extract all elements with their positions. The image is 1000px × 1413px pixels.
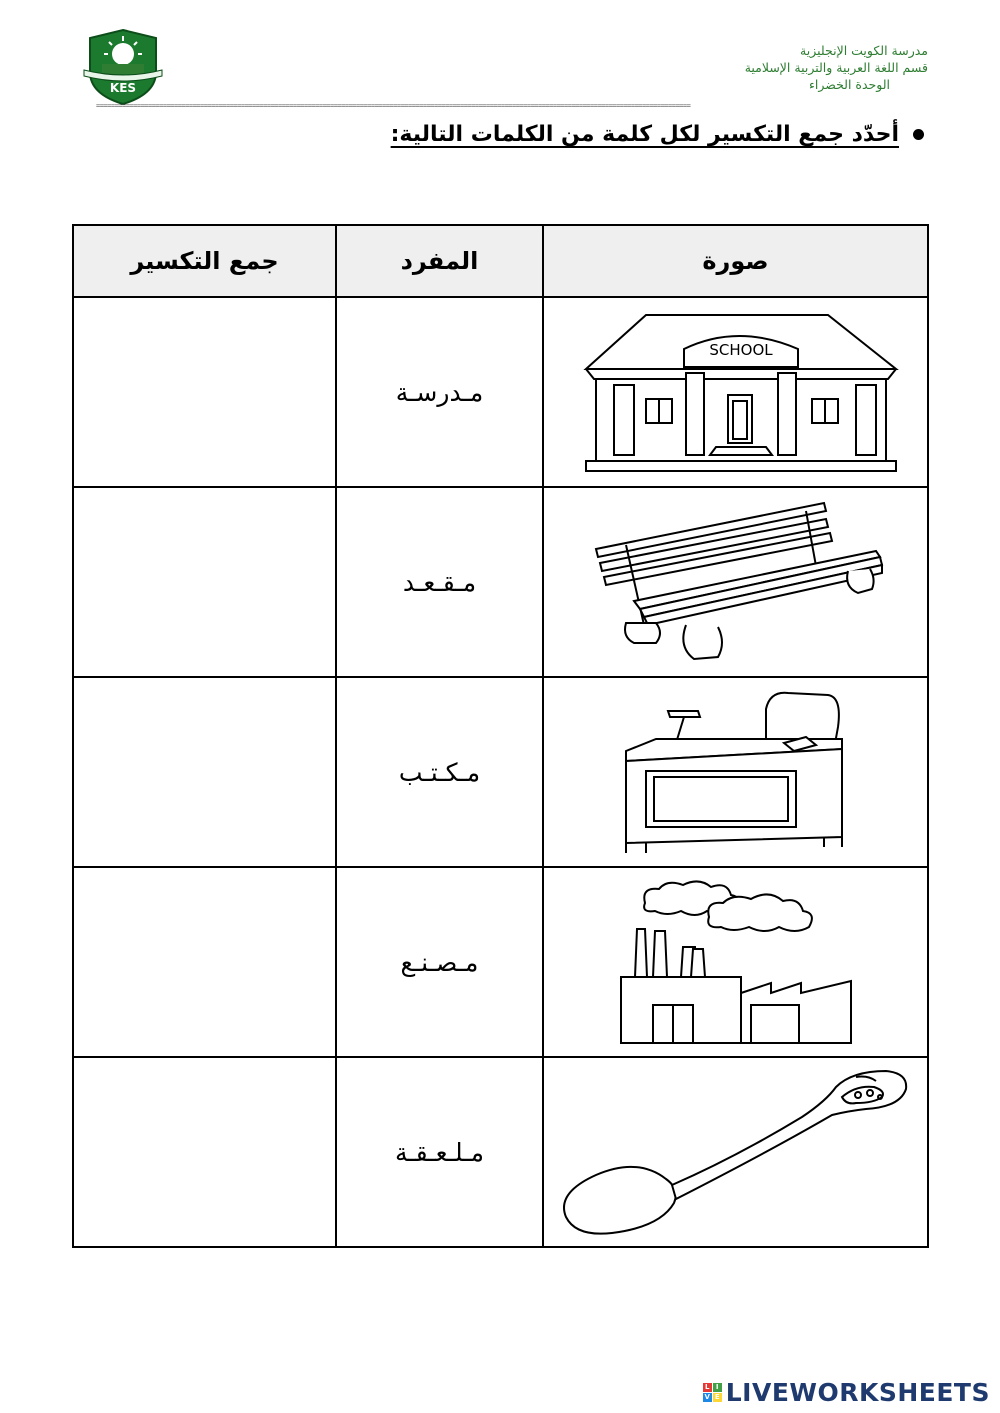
school-building-icon <box>566 307 906 477</box>
plural-answer-cell[interactable] <box>73 1057 336 1247</box>
department-name: قسم اللغة العربية والتربية الإسلامية <box>744 60 928 75</box>
table-header-row <box>73 225 928 297</box>
header-plural: جمع التكسير <box>73 225 336 297</box>
header-picture: صورة <box>543 225 928 297</box>
instruction <box>391 122 924 147</box>
table-row <box>73 1057 928 1247</box>
worksheet-table <box>72 224 929 1248</box>
singular-word: مـدرسـة <box>336 297 543 487</box>
spoon-icon <box>556 1067 916 1237</box>
plural-answer-cell[interactable] <box>73 487 336 677</box>
badge-letter: E <box>713 1393 722 1402</box>
picture-cell <box>543 867 928 1057</box>
badge-letter: I <box>713 1383 722 1392</box>
school-name: مدرسة الكويت الإنجليزية <box>800 43 928 58</box>
factory-icon <box>611 877 861 1047</box>
school-crest-icon <box>80 28 166 106</box>
table-row <box>73 867 928 1057</box>
bullet-icon <box>913 129 924 140</box>
unit-name: الوحدة الخضراء <box>809 77 890 92</box>
logo-text: KES <box>109 81 137 95</box>
bench-icon <box>586 497 886 667</box>
singular-word: مـصـنـع <box>336 867 543 1057</box>
table-row <box>73 677 928 867</box>
liveworksheets-brand: LIVEWORKSHEETS <box>725 1378 990 1407</box>
singular-word: مـلـعـقـة <box>336 1057 543 1247</box>
table-row <box>73 297 928 487</box>
badge-letter: L <box>703 1383 712 1392</box>
header-singular: المفرد <box>336 225 543 297</box>
plural-answer-cell[interactable] <box>73 297 336 487</box>
picture-cell <box>543 297 928 487</box>
desk-icon <box>616 687 856 857</box>
picture-cell <box>543 1057 928 1247</box>
table-row <box>73 487 928 677</box>
school-info <box>668 42 928 93</box>
badge-letter: V <box>704 1393 710 1401</box>
singular-word: مـكـتـب <box>336 677 543 867</box>
singular-word: مـقـعـد <box>336 487 543 677</box>
school-sign-text: SCHOOL <box>708 341 773 359</box>
plural-answer-cell[interactable] <box>73 867 336 1057</box>
plural-answer-cell[interactable] <box>73 677 336 867</box>
picture-cell <box>543 677 928 867</box>
liveworksheets-logo-icon <box>703 1383 722 1402</box>
picture-cell <box>543 487 928 677</box>
separator-line: ================================================================================================================================================================ <box>96 102 691 110</box>
instruction-text: أحدّد جمع التكسير لكل كلمة من الكلمات التالية: <box>390 122 899 147</box>
liveworksheets-footer <box>703 1378 990 1407</box>
